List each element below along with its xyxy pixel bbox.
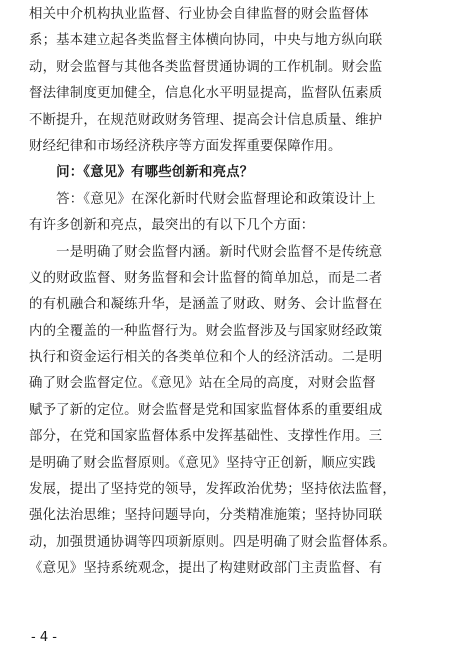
text-line: 义的财政监督、财务监督和会计监督的简单加总，而是二者 [29,270,383,286]
text-line: 动，财会监督与其他各类监督贯通协调的工作机制。财会监 [29,59,383,75]
question-heading: 问：《意见》有哪些创新和亮点？ [29,165,254,181]
text-line: 系；基本建立起各类监督主体横向协同，中央与地方纵向联 [29,33,383,49]
text-line: 财经纪律和市场经济秩序等方面发挥重要保障作用。 [29,138,342,154]
text-line: 一是明确了财会监督内涵。新时代财会监督不是传统意 [29,244,383,260]
text-line: 部分，在党和国家监督体系中发挥基础性、支撑性作用。三 [29,429,383,445]
document-body [29,2,429,583]
text-line: 《意见》坚持系统观念，提出了构建财政部门主责监督、有 [29,561,383,577]
text-line: 相关中介机构执业监督、行业协会自律监督的财会监督体 [29,7,369,22]
text-line: 强化法治思维；坚持问题导向，分类精准施策；坚持协同联 [29,508,383,524]
text-line: 赋予了新的定位。财会监督是党和国家监督体系的重要组成 [29,402,383,418]
text-line: 是明确了财会监督原则。《意见》坚持守正创新，顺应实践 [29,455,376,471]
text-line: 有许多创新和亮点，最突出的有以下几个方面： [29,218,315,234]
text-line: 督法律制度更加健全，信息化水平明显提高，监督队伍素质 [29,86,383,102]
text-line: 发展，提出了坚持党的领导，发挥政治优势；坚持依法监督， [29,482,396,498]
text-line: 动，加强贯通协调等四项新原则。四是明确了财会监督体系。 [29,534,396,550]
text-line: 确了财会监督定位。《意见》站在全局的高度，对财会监督 [29,376,376,392]
text-line: 答：《意见》在深化新时代财会监督理论和政策设计上 [29,191,376,207]
page-number: - 4 - [31,630,57,645]
text-line: 执行和资金运行相关的各类单位和个人的经济活动。二是明 [29,350,383,366]
text-line: 不断提升，在规范财政财务管理、提高会计信息质量、维护 [29,112,383,128]
text-line: 内的全覆盖的一种监督行为。财会监督涉及与国家财经政策 [29,323,383,339]
text-line: 的有机融合和凝练升华，是涵盖了财政、财务、会计监督在 [29,297,383,313]
